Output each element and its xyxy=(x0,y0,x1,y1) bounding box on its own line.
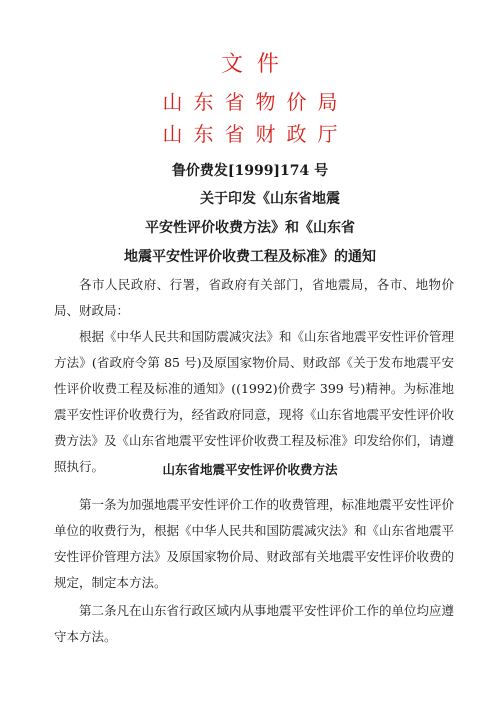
issuer-price-bureau: 山东省物价局 xyxy=(162,90,349,114)
addressees: 各市人民政府、行署，省政府有关部门，省地震局，各市、地物价局、财政局： xyxy=(54,277,454,318)
article-2: 第二条凡在山东省行政区域内从事地震平安性评价工作的单位均应遵守本方法。 xyxy=(54,603,455,644)
section-title: 山东省地震平安性评价收费方法 xyxy=(162,462,338,477)
article-1: 第一条为加强地震平安性评价工作的收费管理，标准地震平安性评价单位的收费行为，根据《中华人民共和国防震减灾法》和《山东省地震平安性评价管理方法》及原国家物价局、财政部有关地震平安性评价收费的规定，制定本方法。 xyxy=(54,497,455,590)
body-paragraph-1: 根据《中华人民共和国防震减灾法》和《山东省地震平安性评价管理方法》(省政府令第 85 号)及原国家物价局、财政部《关于发布地震平安性评价收费工程及标准的通知》((1992)价费字 399 号)精神。为标准地震平安性评价收费行为，经省政府同意，现将《山东省地震平安性评价收费方法》及《山东省地震平安性评价收费工程及标准》印发给你们，请遵照执行。 xyxy=(54,329,455,474)
notice-title-line-2: 平安性评价收费方法》和《山东省 xyxy=(145,220,355,236)
issuer-finance-department: 山东省财政厅 xyxy=(162,122,349,146)
document-number: 鲁价费发[1999]174 号 xyxy=(171,163,329,179)
notice-title-line-3: 地震平安性评价收费工程及标准》的通知 xyxy=(124,249,376,265)
doc-label: 文件 xyxy=(220,52,293,77)
notice-title-line-1: 关于印发《山东省地震 xyxy=(200,191,340,207)
